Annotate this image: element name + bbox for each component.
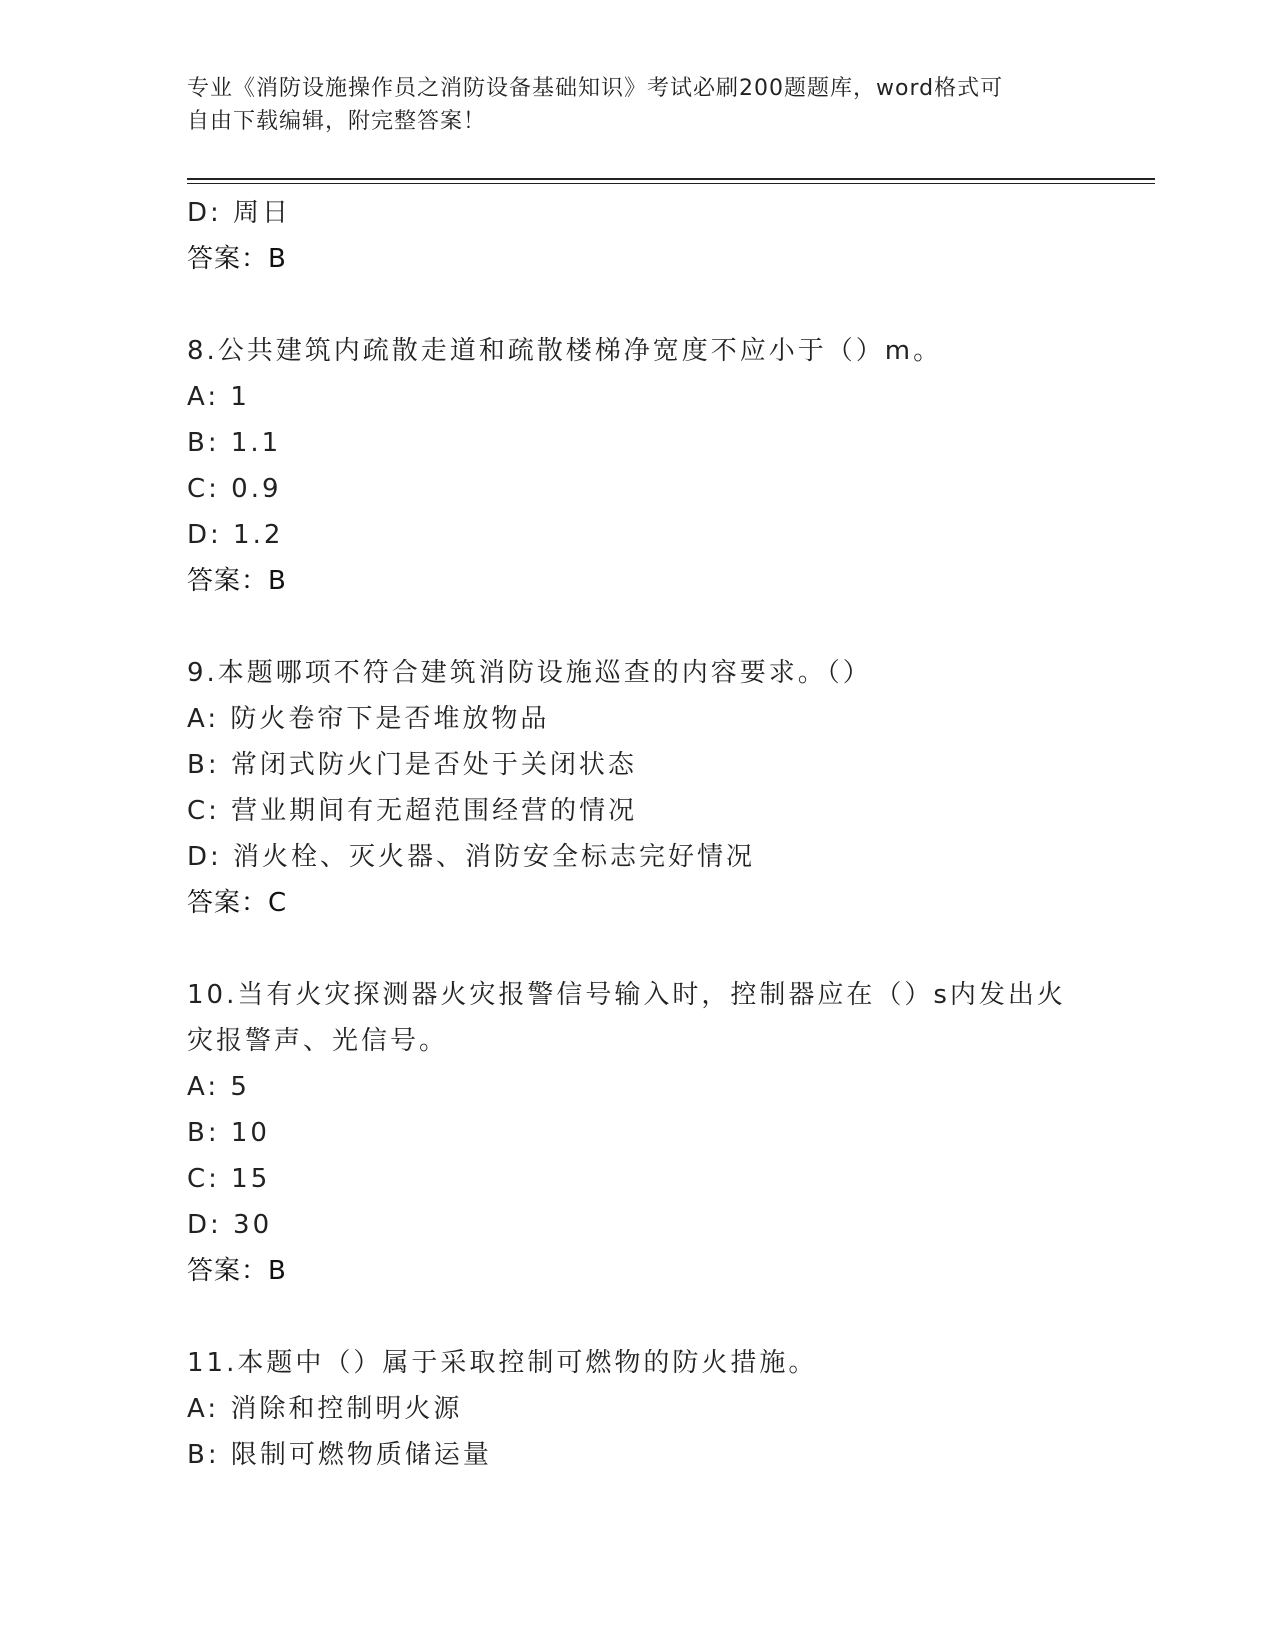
answer-line: 答案：B [187,1256,287,1286]
option-d: D: 消火栓、灭火器、消防安全标志完好情况 [187,842,756,872]
option-b: B: 常闭式防火门是否处于关闭状态 [187,750,637,780]
spacer [187,604,1087,650]
option-a: A: 1 [187,382,250,412]
question-text: 8.公共建筑内疏散走道和疏散楼梯净宽度不应小于（）m。 [187,336,943,366]
option-d: D: 1.2 [187,520,284,550]
answer-line: 答案：B [187,566,287,596]
option-c: C: 15 [187,1164,271,1194]
header-rule-thin [187,183,1155,184]
question-10 [187,972,1087,1294]
document-header [187,72,1067,138]
spacer [187,282,1087,328]
option-b: B: 10 [187,1118,270,1148]
header-line-1: 专业《消防设施操作员之消防设备基础知识》考试必刷200题题库，word格式可 [187,76,1004,101]
option-a: A: 5 [187,1072,250,1102]
option-a: A: 消除和控制明火源 [187,1394,463,1424]
option-c: C: 0.9 [187,474,282,504]
option-b: B: 限制可燃物质储运量 [187,1440,492,1470]
header-rule-thick [187,178,1155,180]
question-9 [187,650,1087,926]
answer-line: 答案：B [187,244,287,274]
option-b: B: 1.1 [187,428,282,458]
option-d: D: 30 [187,1210,273,1240]
spacer [187,926,1087,972]
answer-line: 答案：C [187,888,288,918]
option-a: A: 防火卷帘下是否堆放物品 [187,704,550,734]
question-text: 11.本题中（）属于采取控制可燃物的防火措施。 [187,1348,818,1378]
question-text-line-2: 灾报警声、光信号。 [187,1026,449,1056]
question-list [187,190,1087,1478]
spacer [187,1294,1087,1340]
question-text: 9.本题哪项不符合建筑消防设施巡查的内容要求。（） [187,658,872,688]
question-11 [187,1340,1087,1478]
option-c: C: 营业期间有无超范围经营的情况 [187,796,638,826]
option-d: D: 周日 [187,198,292,228]
question-text-line-1: 10.当有火灾探测器火灾报警信号输入时，控制器应在（）s内发出火 [187,980,1066,1010]
header-line-2: 自由下载编辑，附完整答案！ [187,109,487,134]
previous-question-tail [187,190,1087,282]
question-8 [187,328,1087,604]
